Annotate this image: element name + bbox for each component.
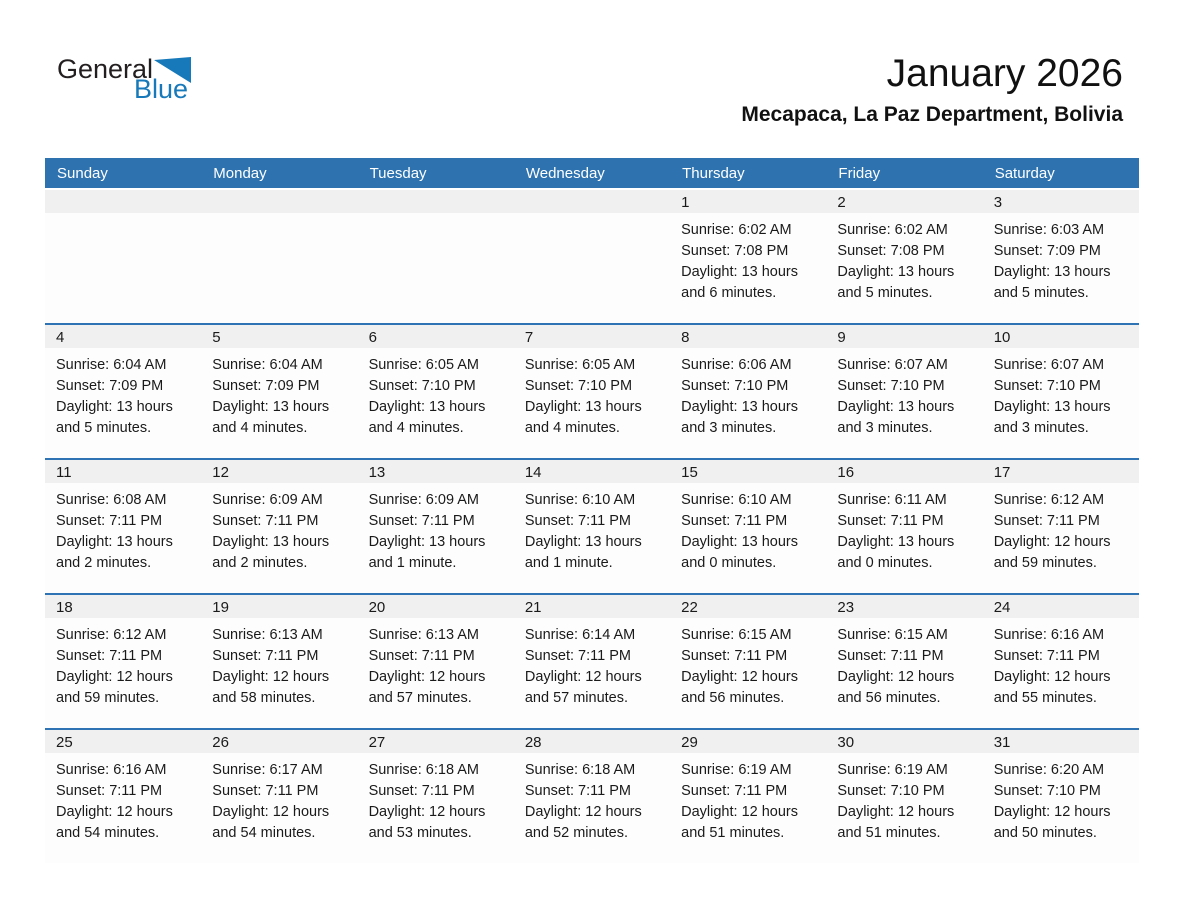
day-cell-5	[201, 325, 357, 458]
daylight-text-line2: and 5 minutes.	[56, 420, 152, 436]
daylight-text-line2: and 2 minutes.	[212, 555, 308, 571]
day-info	[45, 348, 201, 439]
daylight-text-line1: Daylight: 13 hours	[524, 399, 642, 415]
sunrise-text: Sunrise: 6:09 AM	[212, 492, 323, 508]
sunrise-text: Sunrise: 6:10 AM	[524, 492, 636, 508]
day-info	[201, 618, 357, 709]
day-number: 28	[524, 734, 542, 751]
daylight-text-line1: Daylight: 12 hours	[993, 669, 1111, 685]
day-info	[670, 618, 826, 709]
day-number: 31	[993, 734, 1011, 751]
day-cell-16	[826, 460, 982, 593]
daylight-text-line2: and 3 minutes.	[837, 420, 933, 436]
sunset-text: Sunset: 7:10 PM	[368, 378, 476, 394]
sunset-text: Sunset: 7:11 PM	[212, 648, 319, 664]
daylight-text-line2: and 4 minutes.	[524, 420, 620, 436]
daylight-text-line2: and 55 minutes.	[993, 690, 1097, 706]
day-number: 12	[212, 464, 229, 481]
empty-day-cell	[201, 190, 357, 323]
day-number: 22	[681, 599, 698, 616]
day-number: 3	[993, 194, 1003, 211]
sunrise-text: Sunrise: 6:13 AM	[212, 627, 323, 643]
sunrise-text: Sunrise: 6:20 AM	[993, 762, 1105, 778]
daylight-text-line2: and 4 minutes.	[368, 420, 464, 436]
sunset-text: Sunset: 7:10 PM	[837, 378, 945, 394]
daylight-text-line2: and 57 minutes.	[368, 690, 472, 706]
day-cell-18	[45, 595, 201, 728]
day-info	[201, 348, 357, 439]
day-cell-27	[358, 730, 514, 863]
day-info	[514, 618, 670, 709]
sunset-text: Sunset: 7:08 PM	[837, 243, 945, 259]
sunset-text: Sunset: 7:11 PM	[524, 513, 631, 529]
daylight-text-line1: Daylight: 13 hours	[993, 264, 1111, 280]
day-info	[670, 753, 826, 844]
day-cell-22	[670, 595, 826, 728]
day-number: 19	[212, 599, 229, 616]
day-number: 7	[524, 329, 534, 346]
day-cell-23	[826, 595, 982, 728]
daylight-text-line2: and 57 minutes.	[524, 690, 629, 706]
daylight-text-line2: and 59 minutes.	[993, 555, 1097, 571]
day-info	[358, 348, 514, 439]
day-info	[826, 213, 982, 304]
day-info	[826, 618, 982, 709]
daylight-text-line2: and 2 minutes.	[56, 555, 152, 571]
sunset-text: Sunset: 7:11 PM	[56, 783, 163, 799]
daylight-text-line1: Daylight: 12 hours	[368, 669, 486, 685]
daylight-text-line1: Daylight: 13 hours	[837, 399, 955, 415]
daylight-text-line2: and 52 minutes.	[524, 825, 629, 841]
daylight-text-line2: and 1 minute.	[368, 555, 457, 571]
day-info	[670, 213, 826, 304]
sunrise-text: Sunrise: 6:15 AM	[837, 627, 948, 643]
day-cell-7	[514, 325, 670, 458]
week-row-1	[45, 190, 1139, 323]
sunset-text: Sunset: 7:09 PM	[212, 378, 320, 394]
week-row-5	[45, 728, 1139, 863]
day-cell-8	[670, 325, 826, 458]
day-cell-21	[514, 595, 670, 728]
day-number: 21	[524, 599, 542, 616]
day-cell-14	[514, 460, 670, 593]
logo-text-general: General	[57, 54, 154, 84]
day-number: 9	[837, 329, 846, 346]
sunset-text: Sunset: 7:11 PM	[993, 513, 1100, 529]
daylight-text-line1: Daylight: 13 hours	[837, 264, 955, 280]
day-info	[358, 483, 514, 574]
sunrise-text: Sunrise: 6:16 AM	[56, 762, 167, 778]
day-cell-15	[670, 460, 826, 593]
sunrise-text: Sunrise: 6:19 AM	[837, 762, 948, 778]
day-info	[514, 753, 670, 844]
weekday-header-sunday: Sunday	[57, 164, 108, 182]
week-row-4	[45, 593, 1139, 728]
day-cell-10	[983, 325, 1139, 458]
page-title: January 2026	[886, 52, 1123, 95]
day-number: 27	[368, 734, 386, 751]
day-cell-26	[201, 730, 357, 863]
daylight-text-line2: and 54 minutes.	[212, 825, 316, 841]
week-row-2	[45, 323, 1139, 458]
day-number: 18	[56, 599, 73, 616]
daylight-text-line2: and 56 minutes.	[681, 690, 785, 706]
day-number: 14	[524, 464, 542, 481]
daylight-text-line2: and 4 minutes.	[212, 420, 308, 436]
sunrise-text: Sunrise: 6:13 AM	[368, 627, 479, 643]
daylight-text-line2: and 0 minutes.	[837, 555, 933, 571]
page-subtitle: Mecapaca, La Paz Department, Bolivia	[741, 102, 1123, 126]
sunset-text: Sunset: 7:11 PM	[681, 783, 788, 799]
day-cell-20	[358, 595, 514, 728]
sunrise-text: Sunrise: 6:18 AM	[524, 762, 636, 778]
daylight-text-line2: and 3 minutes.	[681, 420, 777, 436]
daylight-text-line2: and 53 minutes.	[368, 825, 472, 841]
day-number: 26	[212, 734, 229, 751]
sunrise-text: Sunrise: 6:05 AM	[368, 357, 479, 373]
sunrise-text: Sunrise: 6:14 AM	[524, 627, 636, 643]
daylight-text-line1: Daylight: 13 hours	[993, 399, 1111, 415]
general-blue-logo	[57, 56, 191, 103]
empty-day-cell	[358, 190, 514, 323]
sunrise-text: Sunrise: 6:07 AM	[837, 357, 948, 373]
day-number: 16	[837, 464, 855, 481]
weekday-header-monday: Monday	[213, 164, 267, 182]
day-cell-4	[45, 325, 201, 458]
day-number: 8	[681, 329, 690, 346]
day-info	[358, 618, 514, 709]
daylight-text-line1: Daylight: 12 hours	[56, 669, 173, 685]
day-cell-3	[983, 190, 1139, 323]
day-cell-25	[45, 730, 201, 863]
weekday-header-row	[45, 158, 1139, 188]
day-number: 4	[56, 329, 65, 346]
sunrise-text: Sunrise: 6:12 AM	[56, 627, 167, 643]
week-row-3	[45, 458, 1139, 593]
daylight-text-line1: Daylight: 12 hours	[524, 804, 642, 820]
daylight-text-line1: Daylight: 12 hours	[56, 804, 173, 820]
daylight-text-line2: and 0 minutes.	[681, 555, 777, 571]
daylight-text-line1: Daylight: 12 hours	[993, 534, 1111, 550]
sunset-text: Sunset: 7:10 PM	[993, 378, 1101, 394]
daylight-text-line1: Daylight: 13 hours	[524, 534, 642, 550]
sunrise-text: Sunrise: 6:05 AM	[524, 357, 636, 373]
daylight-text-line1: Daylight: 13 hours	[56, 534, 173, 550]
day-cell-11	[45, 460, 201, 593]
sunrise-text: Sunrise: 6:02 AM	[837, 222, 948, 238]
daylight-text-line1: Daylight: 12 hours	[524, 669, 642, 685]
day-number: 1	[681, 194, 690, 211]
day-info	[826, 753, 982, 844]
daylight-text-line1: Daylight: 13 hours	[212, 534, 330, 550]
day-cell-19	[201, 595, 357, 728]
daylight-text-line2: and 56 minutes.	[837, 690, 941, 706]
day-info	[201, 753, 357, 844]
sunset-text: Sunset: 7:11 PM	[524, 648, 631, 664]
sunset-text: Sunset: 7:11 PM	[837, 648, 944, 664]
day-number: 2	[837, 194, 846, 211]
day-info	[670, 483, 826, 574]
sunset-text: Sunset: 7:10 PM	[993, 783, 1101, 799]
daylight-text-line1: Daylight: 13 hours	[368, 534, 486, 550]
day-info	[983, 348, 1139, 439]
sunset-text: Sunset: 7:11 PM	[524, 783, 631, 799]
weekday-header-saturday: Saturday	[994, 164, 1055, 182]
daylight-text-line1: Daylight: 12 hours	[368, 804, 486, 820]
day-number: 13	[368, 464, 386, 481]
sunset-text: Sunset: 7:11 PM	[681, 513, 788, 529]
sunrise-text: Sunrise: 6:04 AM	[212, 357, 323, 373]
daylight-text-line2: and 50 minutes.	[993, 825, 1097, 841]
day-cell-24	[983, 595, 1139, 728]
day-info	[514, 483, 670, 574]
header-titles	[741, 52, 1123, 127]
day-number: 10	[993, 329, 1011, 346]
daylight-text-line2: and 1 minute.	[524, 555, 613, 571]
day-cell-28	[514, 730, 670, 863]
day-number: 17	[993, 464, 1011, 481]
day-cell-29	[670, 730, 826, 863]
day-info	[670, 348, 826, 439]
sunset-text: Sunset: 7:11 PM	[368, 648, 475, 664]
day-info	[826, 483, 982, 574]
day-cell-30	[826, 730, 982, 863]
day-cell-6	[358, 325, 514, 458]
sunset-text: Sunset: 7:11 PM	[368, 513, 475, 529]
day-cell-1	[670, 190, 826, 323]
day-info	[983, 483, 1139, 574]
sunrise-text: Sunrise: 6:19 AM	[681, 762, 792, 778]
sunrise-text: Sunrise: 6:02 AM	[681, 222, 792, 238]
sunset-text: Sunset: 7:11 PM	[56, 648, 163, 664]
weekday-header-tuesday: Tuesday	[369, 164, 427, 182]
sunset-text: Sunset: 7:09 PM	[56, 378, 164, 394]
day-cell-13	[358, 460, 514, 593]
sunset-text: Sunset: 7:11 PM	[993, 648, 1100, 664]
daylight-text-line2: and 3 minutes.	[993, 420, 1089, 436]
day-cell-12	[201, 460, 357, 593]
day-number: 15	[681, 464, 698, 481]
day-info	[45, 618, 201, 709]
sunrise-text: Sunrise: 6:10 AM	[681, 492, 792, 508]
sunset-text: Sunset: 7:11 PM	[212, 783, 319, 799]
daylight-text-line2: and 6 minutes.	[681, 285, 777, 301]
daylight-text-line1: Daylight: 12 hours	[212, 669, 330, 685]
day-info	[358, 753, 514, 844]
daylight-text-line1: Daylight: 13 hours	[56, 399, 173, 415]
weekday-header-wednesday: Wednesday	[525, 164, 605, 182]
empty-day-cell	[514, 190, 670, 323]
day-cell-2	[826, 190, 982, 323]
day-number: 25	[56, 734, 73, 751]
sunrise-text: Sunrise: 6:18 AM	[368, 762, 479, 778]
sunrise-text: Sunrise: 6:06 AM	[681, 357, 792, 373]
sunset-text: Sunset: 7:10 PM	[837, 783, 945, 799]
sunset-text: Sunset: 7:11 PM	[681, 648, 788, 664]
daylight-text-line2: and 54 minutes.	[56, 825, 160, 841]
sunrise-text: Sunrise: 6:15 AM	[681, 627, 792, 643]
daylight-text-line1: Daylight: 12 hours	[681, 669, 798, 685]
sunrise-text: Sunrise: 6:03 AM	[993, 222, 1105, 238]
sunset-text: Sunset: 7:10 PM	[524, 378, 633, 394]
sunrise-text: Sunrise: 6:11 AM	[837, 492, 947, 508]
day-number: 30	[837, 734, 855, 751]
daylight-text-line2: and 59 minutes.	[56, 690, 160, 706]
day-cell-17	[983, 460, 1139, 593]
daylight-text-line1: Daylight: 13 hours	[681, 534, 798, 550]
sunset-text: Sunset: 7:11 PM	[368, 783, 475, 799]
daylight-text-line1: Daylight: 12 hours	[681, 804, 798, 820]
sunrise-text: Sunrise: 6:04 AM	[56, 357, 167, 373]
weekday-header-friday: Friday	[838, 164, 881, 182]
sunrise-text: Sunrise: 6:07 AM	[993, 357, 1105, 373]
sunrise-text: Sunrise: 6:16 AM	[993, 627, 1105, 643]
sunrise-text: Sunrise: 6:09 AM	[368, 492, 479, 508]
daylight-text-line2: and 58 minutes.	[212, 690, 316, 706]
daylight-text-line1: Daylight: 12 hours	[837, 804, 955, 820]
daylight-text-line1: Daylight: 13 hours	[837, 534, 955, 550]
weekday-header-thursday: Thursday	[682, 164, 745, 182]
day-info	[826, 348, 982, 439]
day-info	[45, 483, 201, 574]
day-info	[983, 213, 1139, 304]
day-cell-31	[983, 730, 1139, 863]
daylight-text-line1: Daylight: 13 hours	[212, 399, 330, 415]
day-info	[201, 483, 357, 574]
day-info	[514, 348, 670, 439]
daylight-text-line2: and 5 minutes.	[993, 285, 1089, 301]
day-number: 11	[56, 464, 72, 481]
sunset-text: Sunset: 7:11 PM	[837, 513, 944, 529]
day-number: 6	[368, 329, 377, 346]
day-info	[983, 618, 1139, 709]
empty-day-cell	[45, 190, 201, 323]
day-cell-9	[826, 325, 982, 458]
day-number: 20	[368, 599, 386, 616]
sunset-text: Sunset: 7:08 PM	[681, 243, 789, 259]
daylight-text-line1: Daylight: 13 hours	[681, 399, 798, 415]
daylight-text-line2: and 51 minutes.	[837, 825, 941, 841]
logo-text-blue: Blue	[134, 74, 189, 104]
sunrise-text: Sunrise: 6:17 AM	[212, 762, 323, 778]
daylight-text-line1: Daylight: 13 hours	[368, 399, 486, 415]
day-number: 24	[993, 599, 1011, 616]
daylight-text-line2: and 51 minutes.	[681, 825, 785, 841]
sunrise-text: Sunrise: 6:12 AM	[993, 492, 1105, 508]
daylight-text-line1: Daylight: 12 hours	[837, 669, 955, 685]
day-number: 29	[681, 734, 698, 751]
sunrise-text: Sunrise: 6:08 AM	[56, 492, 167, 508]
day-number: 23	[837, 599, 855, 616]
daylight-text-line2: and 5 minutes.	[837, 285, 933, 301]
sunset-text: Sunset: 7:09 PM	[993, 243, 1101, 259]
daylight-text-line1: Daylight: 12 hours	[993, 804, 1111, 820]
calendar-grid	[45, 190, 1139, 863]
daylight-text-line1: Daylight: 12 hours	[212, 804, 330, 820]
day-number: 5	[212, 329, 221, 346]
sunset-text: Sunset: 7:11 PM	[212, 513, 319, 529]
sunset-text: Sunset: 7:11 PM	[56, 513, 163, 529]
day-info	[983, 753, 1139, 844]
day-info	[45, 753, 201, 844]
calendar	[45, 158, 1139, 863]
daylight-text-line1: Daylight: 13 hours	[681, 264, 798, 280]
sunset-text: Sunset: 7:10 PM	[681, 378, 789, 394]
